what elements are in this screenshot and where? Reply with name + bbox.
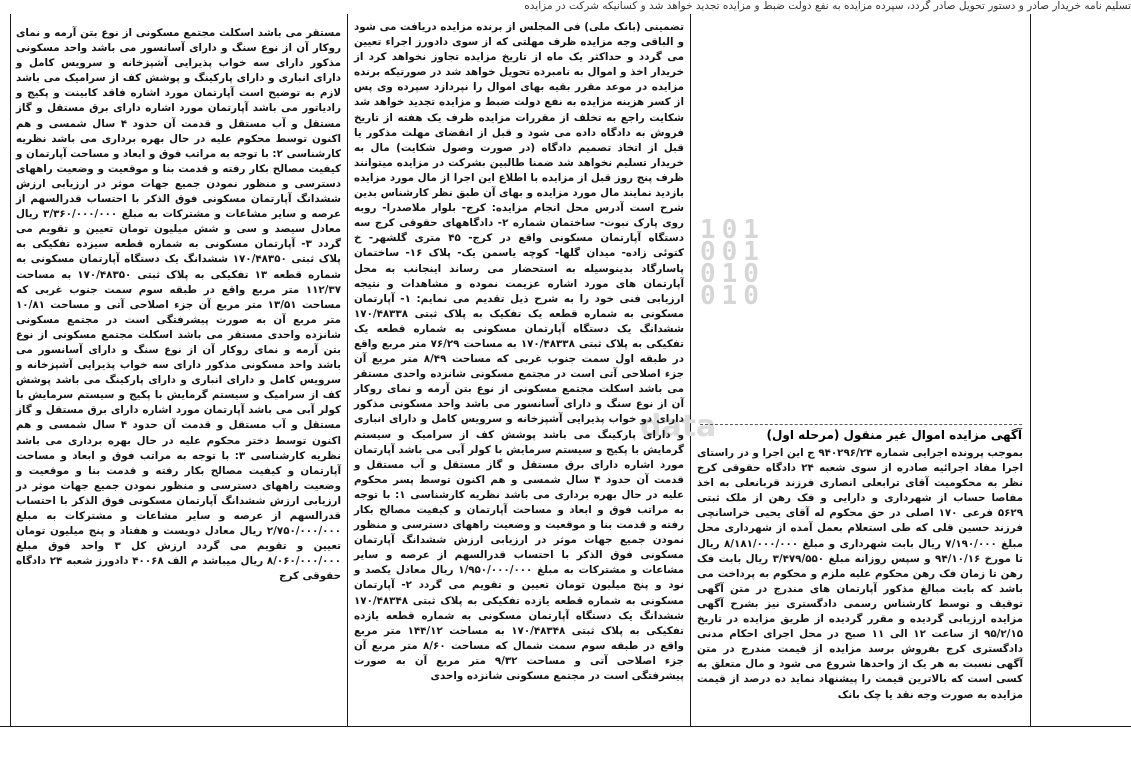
ad-text-right: بموجب پرونده اجرایی شماره ۹۴۰۲۹۶/۲۴ ج این اجرا و در راستای اجرا مفاد اجرائیه صادره از سوی شعبه ۲۴ دادگاه حقوقی کرج نظر به محکومیت آقای ترابعلی انصاری فرزند قربانعلی به اخذ مفاصا حساب از شهرداری و دارایی و فک رهن از ملک ثبتی ۵۶۲۹ فرعی ۱۷۰ اصلی در حق محکوم له آقای یحیی خراسانچی فرزند حسین قلی که طی استعلام بعمل آمده از شهرداری محل مبلغ ۷/۱۹۰/۰۰۰ ریال بابت شهرداری و مبلغ ۸/۱۸۱/۰۰۰/۰۰۰ ریال تا مورخ ۹۴/۱۰/۱۶ و سپس روزانه مبلغ ۳/۴۷۹/۵۵۰ ریال بابت فک رهن تا زمان فک رهن محکوم علیه ملزم و محکوم به پرداخت می باشد که بابت مبالغ مذکور آپارتمان های مندرج در متن آگهی توقیف و توسط کارشناس رسمی دادگستری نیز بشرح آگهی مزایده ارزیابی گردیده و مقرر گردیده از طریق مزایده در تاریخ ۹۵/۲/۱۵ از ساعت ۱۲ الی ۱۱ صبح در محل اجرای احکام مدنی دادگستری کرج بفروش برسد مزایده از قیمت مندرج در متن آگهی نسبت به هر یک از واحدها شروع می شود و مال متعلق به کسی است که بالاترین قیمت را پیشنهاد نماید ده درصد از قیمت مزایده به صورت وجه نقد یا چک بانک bbox=[697, 447, 1024, 701]
bottom-rule bbox=[0, 726, 1131, 727]
column-divider bbox=[347, 14, 348, 726]
ad-separator bbox=[700, 424, 1022, 425]
column-divider-left-edge bbox=[10, 14, 11, 726]
column-divider bbox=[690, 14, 691, 726]
ad-text-middle: تضمینی (بانک ملی) فی المجلس از برنده مزایده دریافت می شود و الباقی وجه مزایده ظرف مهلتی که از سوی دادورز اجراء تعیین می گردد و حداکثر یک ماه از تاریخ مزایده تجاوز نخواهد کرد از خریدار اخذ و اموال به نامبرده تحویل خواهد شد در صورتیکه برنده مزایده در موعد مقرر بقیه بهای اموال را نپردازد سپرده وی پس از کسر هزینه مزایده به نفع دولت ضبط و مزایده تجدید خواهد شد شکایت راجع به تخلف از مقررات مزایده ظرف یک هفته از تاریخ فروش به دادگاه داده می شود و قبل از انقضای مهلت مذکور یا قبل از اتخاذ تصمیم دادگاه (در صورت وصول شکایت) مال به خریدار تسلیم نخواهد شد ضمنا طالبین بشرکت در مزایده میتوانند ظرف پنج روز قبل از مزایده با اطلاع این اجرا از مال مورد مزایده بازدید نمایند مال مورد مزایده و بهای آن طبق نظر کارشناس بدین شرح است آدرس محل انجام مزایده: کرج- بلوار ملاصدرا- روبه روی پارک نبوت- ساختمان شماره ۲- دادگاههای حقوقی کرج سه دستگاه آپارتمان مسکونی واقع در کرج- ۴۵ متری گلشهر- خ کتوئی زاده- میدان گلها- کوچه یاسمن یک- پلاک ۱۶- ساختمان پاسارگاد بدینوسیله به استحضار می رساند اینجانب به محل آپارتمان های مورد اشاره عزیمت نموده و مشاهدات و نتیجه ارزیابی فنی خود را به شرح ذیل تقدیم می نمایم: ۱- آپارتمان مسکونی به شماره قطعه یک تفکیک به پلاک ثبتی ۱۷۰/۴۸۳۳۸ ششدانگ یک دستگاه آپارتمان مسکونی به شماره قطعه یک تفکیکی به پلاک ثبتی ۱۷۰/۴۸۳۳۸ به مساحت ۷۶/۲۹ متر مربع واقع در طبقه اول سمت جنوب غربی که مساحت ۸/۴۹ متر مربع آن جزء اصلاحی آتی است در مجتمع مسکونی شانزده واحدی مستقر می باشد اسکلت مجتمع مسکونی از نوع بتن آرمه و نمای روکار آن از نوع سنگ و دارای آسانسور می باشد واحد مسکونی مذکور دارای دو خواب پذیرایی آشپزخانه و سرویس کامل و دارای انباری و دارای پارکینگ می باشد پوشش کف از سرامیک و سیستم گرمایش با پکیج و سیستم سرمایش با کولر آبی می باشد آپارتمان مورد اشاره دارای برق مستقل و گاز مستقل و آب مستقل و قدمت آن حدود ۴ سال شمسی و هم اکنون توسط پسر محکوم علیه در حال بهره برداری می باشد نظریه کارشناسی ۱: با توجه به مراتب فوق و ابعاد و مساحت آپارتمان و کیفیت مصالح بکار رفته و قدمت بنا و موقعیت و وضعیت راههای دسترسی و منظور نمودن جمیع جهات موثر در ارزیابی ارزش ششدانگ آپارتمان مسکونی فوق الذکر با احتساب قدرالسهم از عرصه و سایر مشاعات و مشترکات به مبلغ ۱/۹۵۰/۰۰۰/۰۰۰ ریال معادل یکصد و نود و پنج میلیون تومان تعیین و تقویم می گردد ۲- آپارتمان مسکونی به شماره قطعه یازده تفکیکی به پلاک ثبتی ۱۷۰/۴۸۳۴۸ ششدانگ یک دستگاه آپارتمان مسکونی به شماره قطعه یازده تفکیکی به پلاک ثبتی ۱۷۰/۴۸۳۴۸ به مساحت ۱۴۴/۱۲ متر مربع واقع در طبقه سوم سمت شمال که مساحت ۸/۶۰ متر مربع آن جزء اصلاحی آتی و مساحت ۹/۳۲ متر مربع آن به صورت پیشرفتگی است در مجتمع مسکونی شانزده واحدی bbox=[354, 21, 685, 683]
top-cut-text-strip: تسلیم نامه خریدار صادر و دستور تحویل صادر گردد، سپرده مزایده به نفع دولت ضبط و مزایده تجدید خواهد شد و کسانیکه شرکت در مزایده bbox=[524, 0, 1131, 12]
ad-column-right bbox=[697, 446, 1023, 724]
ad-text-left: مستقر می باشد اسکلت مجتمع مسکونی از نوع بتن آرمه و نمای روکار آن از نوع سنگ و دارای آسانسور می باشد واحد مسکونی مذکور دارای سه خواب پذیرایی آشپزخانه و سرویس کامل و دارای انباری و دارای پارکینگ و پوشش کف از سرامیک می باشد لازم به توضیح است آپارتمان مورد اشاره فاقد کابینت و پکیج و رادیاتور می باشد آپارتمان مورد اشاره دارای برق مستقل و گاز مستقل و آب مستقل و قدمت آن حدود ۴ سال شمسی و هم اکنون توسط محکوم علیه در حال بهره برداری می باشد نظریه کارشناسی ۲: با توجه به مراتب فوق و ابعاد و مساحت آپارتمان و کیفیت مصالح بکار رفته و قدمت بنا و موقعیت و وضعیت راههای دسترسی و منظور نمودن جمیع جهات موثر در ارزیابی ارزش ششدانگ آپارتمان مسکونی فوق الذکر با احتساب قدرالسهم از عرصه و سایر مشاعات و مشترکات به مبلغ ۳/۳۶۰/۰۰۰/۰۰۰ ریال معادل سیصد و سی و شش میلیون تومان تعیین و تقویم می گردد ۳- آپارتمان مسکونی به شماره قطعه سیزده تفکیکی به پلاک ثبتی ۱۷۰/۴۸۳۵۰ ششدانگ یک دستگاه آپارتمان مسکونی به شماره قطعه ۱۳ تفکیکی به پلاک ثبتی ۱۷۰/۴۸۳۵۰ به مساحت ۱۱۲/۳۷ متر مربع واقع در طبقه سوم سمت جنوب غربی که مساحت ۱۳/۵۱ متر مربع آن جزء اصلاحی آتی و مساحت ۱۰/۸۱ متر مربع آن به صورت پیشرفتگی است در مجتمع مسکونی شانزده واحدی مستقر می باشد اسکلت مجتمع مسکونی از نوع بتن آرمه و نمای روکار آن از نوع سنگ و دارای آسانسور می باشد واحد مسکونی مذکور دارای سه خواب پذیرایی آشپزخانه و سرویس کامل و دارای انباری و دارای پارکینگ می باشد پوشش کف از سرامیک و سیستم گرمایش با پکیج و سیستم سرمایش با کولر آبی می باشد آپارتمان مورد اشاره دارای برق مستقل و گاز مستقل و آب مستقل و قدمت آن حدود ۴ سال شمسی و هم اکنون توسط دختر محکوم علیه در حال بهره برداری می باشد نظریه کارشناسی ۳: با توجه به مراتب فوق و ابعاد و مساحت آپارتمان و کیفیت مصالح بکار رفته و قدمت بنا و موقعیت و وضعیت راههای دسترسی و منظور نمودن جمیع جهات موثر در ارزیابی ارزش ششدانگ آپارتمان مسکونی فوق الذکر با احتساب قدرالسهم از عرصه و سایر مشاعات و مشترکات به مبلغ ۲/۷۵۰/۰۰۰/۰۰۰ ریال معادل دویست و هفتاد و پنج میلیون تومان تعیین و تقویم می گردد ارزش کل ۳ واحد فوق مبلغ ۸/۰۶۰/۰۰۰/۰۰۰ ریال میباشد م الف ۴۰۰۶۸ دادورز شعبه ۲۴ دادگاه حقوقی کرج bbox=[16, 27, 342, 583]
newspaper-ad-frame bbox=[0, 14, 1131, 759]
ad-title: آگهی مزایده اموال غیر منقول (مرحله اول) bbox=[766, 428, 1022, 442]
ad-column-left bbox=[16, 26, 342, 583]
watermark-binary-digits: 101 001 010 010 bbox=[700, 215, 765, 311]
watermark-word: data bbox=[640, 409, 717, 444]
ad-column-middle bbox=[354, 20, 684, 724]
column-divider-right-edge bbox=[1030, 14, 1031, 726]
